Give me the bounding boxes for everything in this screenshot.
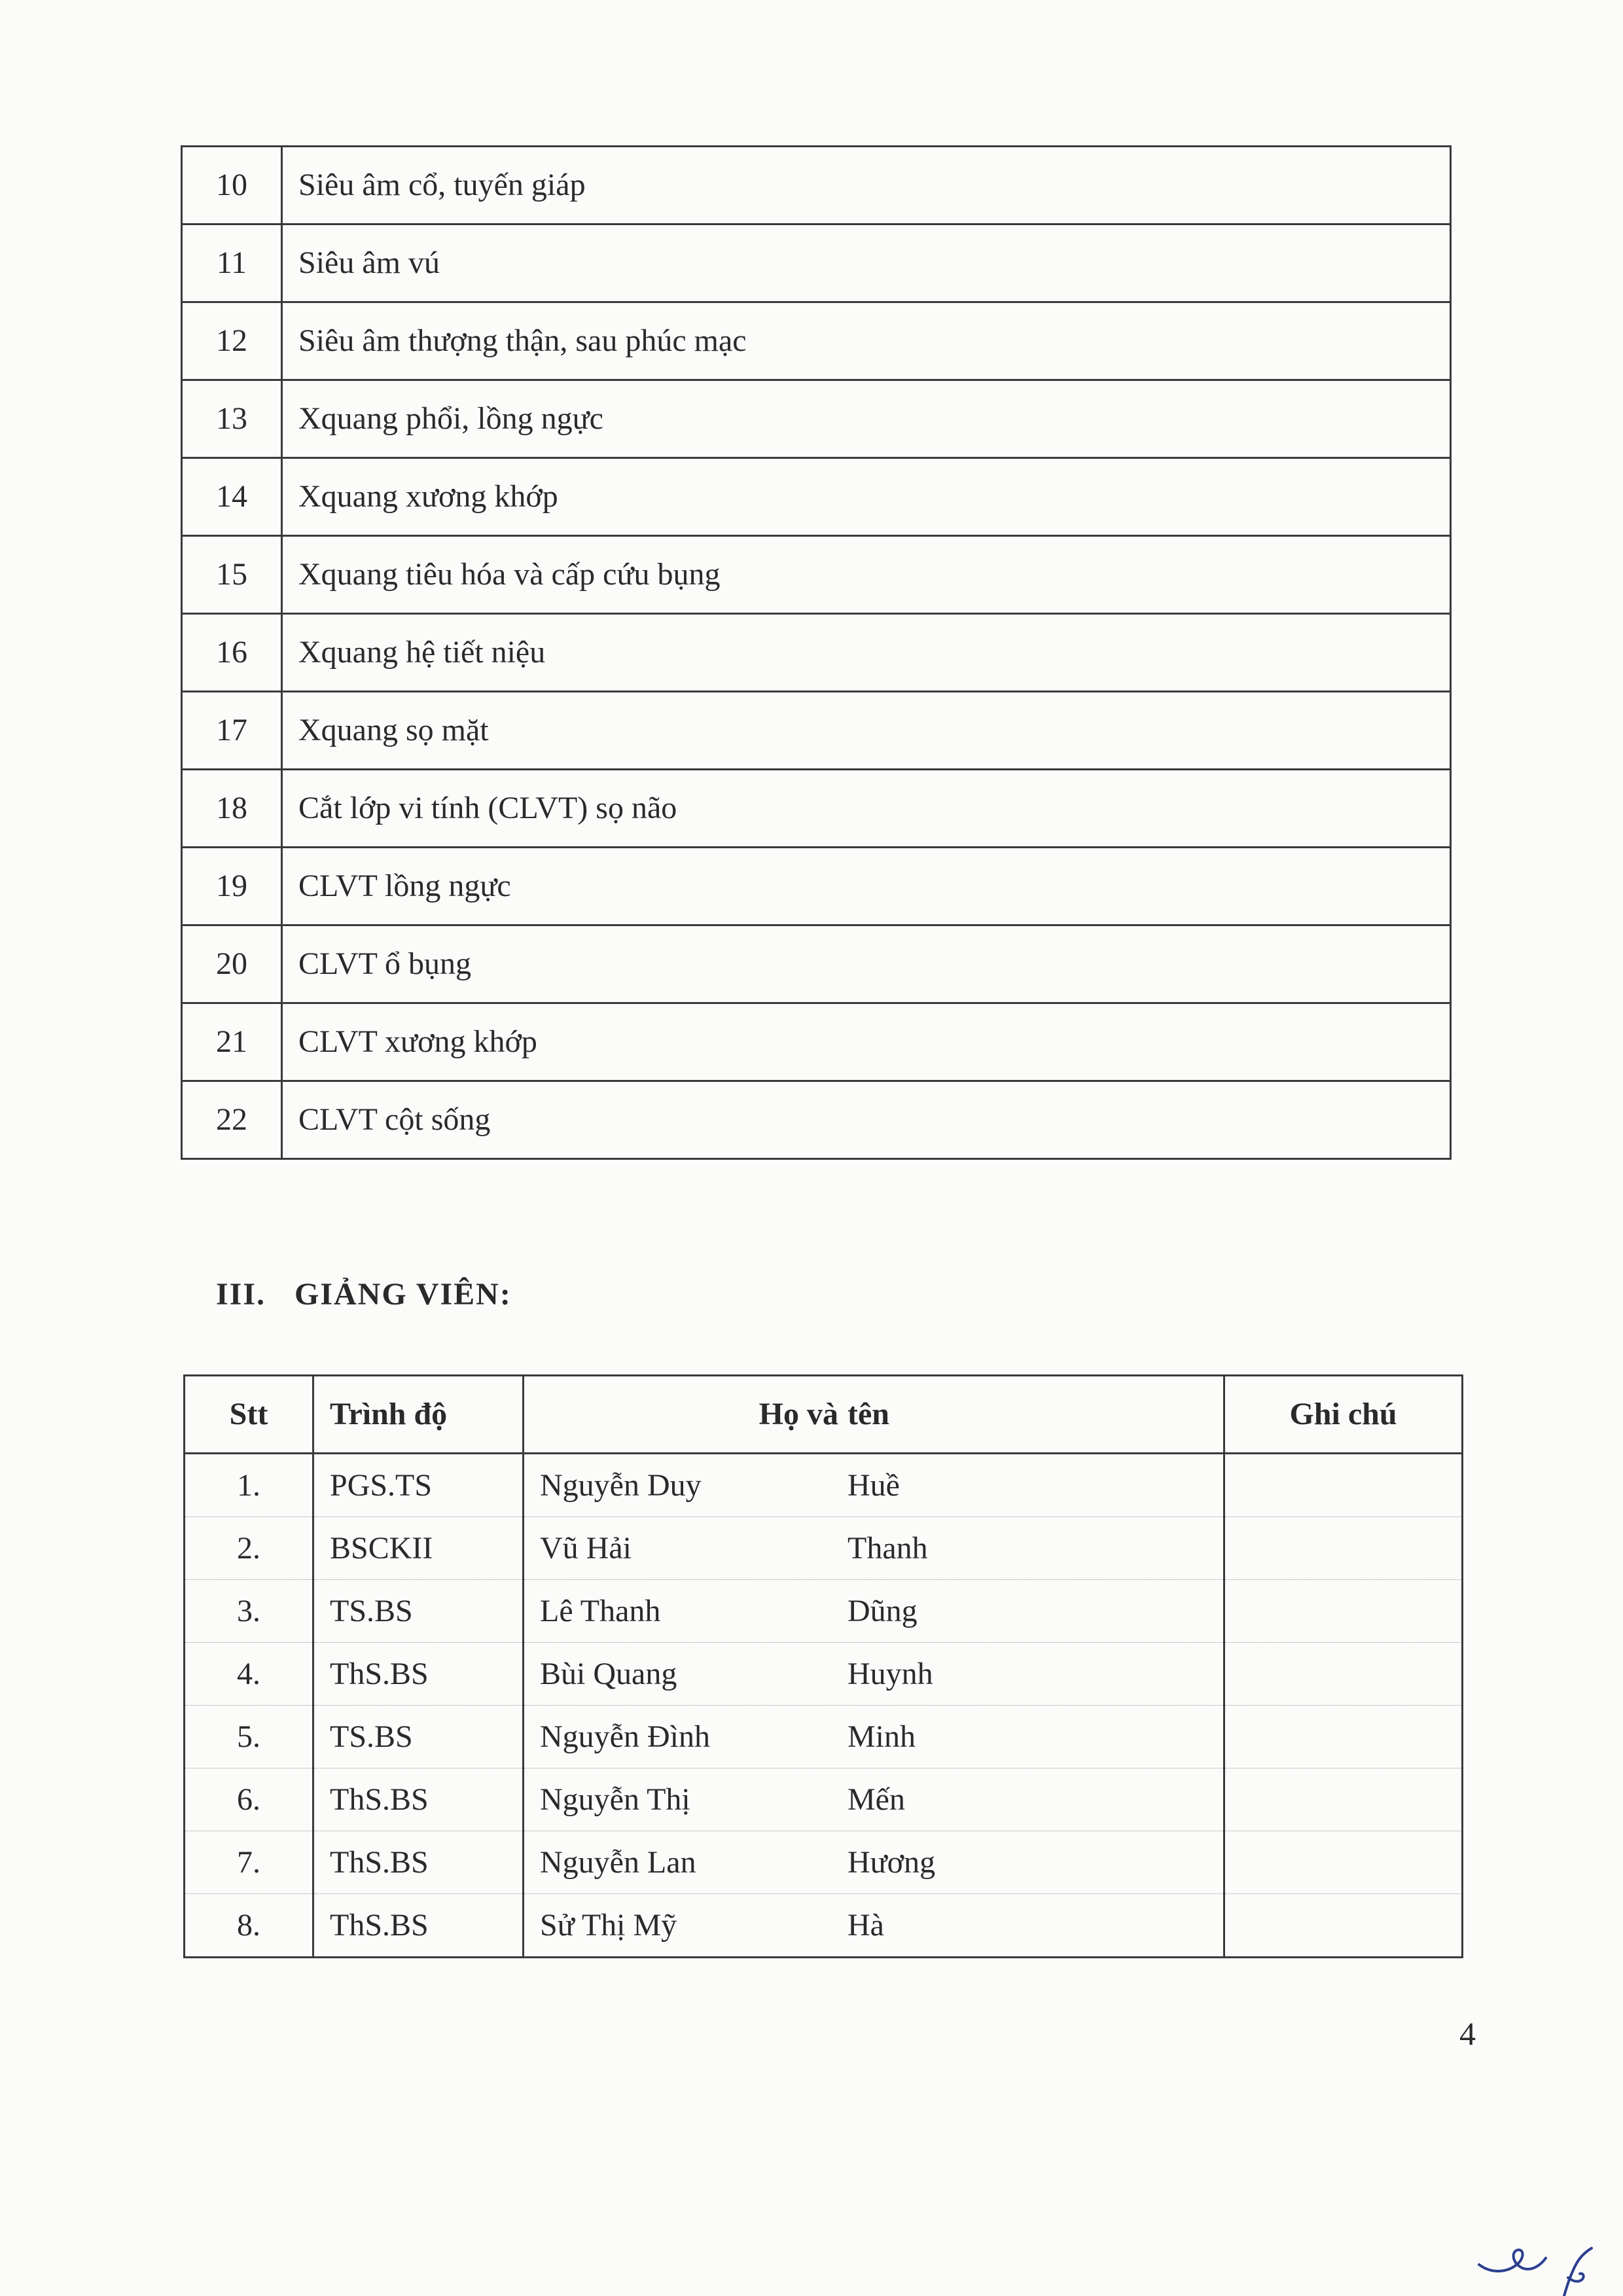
topic-row <box>182 380 1451 458</box>
section-number: III. <box>216 1277 266 1312</box>
header-note: Ghi chú <box>1224 1376 1463 1454</box>
lecturer-stt: 1. <box>185 1454 313 1517</box>
topic-name: Xquang phổi, lồng ngực <box>282 380 1451 458</box>
topic-name: Siêu âm vú <box>282 224 1451 302</box>
lecturer-row <box>185 1517 1463 1580</box>
topic-number: 10 <box>182 147 282 224</box>
topic-row <box>182 1003 1451 1081</box>
header-row <box>185 1376 1463 1454</box>
topic-number: 14 <box>182 458 282 536</box>
lecturer-given-name: Hương <box>847 1844 936 1880</box>
topic-name: Xquang tiêu hóa và cấp cứu bụng <box>282 536 1451 614</box>
topic-name: Xquang xương khớp <box>282 458 1451 536</box>
lecturer-given-name: Minh <box>847 1719 916 1754</box>
lecturer-stt: 7. <box>185 1831 313 1894</box>
lecturer-given-name: Mến <box>847 1782 905 1817</box>
lecturer-given-name: Thanh <box>847 1530 928 1566</box>
lecturer-name <box>524 1517 1224 1580</box>
lecturer-given-name: Hà <box>847 1907 884 1943</box>
lecturer-stt: 2. <box>185 1517 313 1580</box>
topic-name: Cắt lớp vi tính (CLVT) sọ não <box>282 770 1451 848</box>
lecturer-degree: ThS.BS <box>313 1768 524 1831</box>
lecturer-name <box>524 1831 1224 1894</box>
lecturer-surname: Lê Thanh <box>540 1593 661 1628</box>
lecturer-note <box>1224 1643 1463 1706</box>
topic-row <box>182 614 1451 692</box>
lecturer-degree: TS.BS <box>313 1706 524 1768</box>
lecturer-note <box>1224 1454 1463 1517</box>
topic-number: 19 <box>182 848 282 925</box>
topic-row <box>182 770 1451 848</box>
lecturer-name <box>524 1454 1224 1517</box>
lecturers-table-body <box>185 1454 1463 1958</box>
topic-number: 22 <box>182 1081 282 1159</box>
lecturer-degree: PGS.TS <box>313 1454 524 1517</box>
lecturer-surname: Nguyễn Lan <box>540 1844 696 1880</box>
header-name <box>524 1376 1224 1454</box>
topic-name: CLVT cột sống <box>282 1081 1451 1159</box>
topic-number: 17 <box>182 692 282 770</box>
lecturer-degree: ThS.BS <box>313 1643 524 1706</box>
lecturer-stt: 6. <box>185 1768 313 1831</box>
topic-number: 11 <box>182 224 282 302</box>
topic-name: Xquang hệ tiết niệu <box>282 614 1451 692</box>
lecturer-row <box>185 1706 1463 1768</box>
lecturer-row <box>185 1454 1463 1517</box>
lecturer-given-name: Huynh <box>847 1656 933 1691</box>
lecturer-name <box>524 1580 1224 1643</box>
lecturers-table <box>183 1374 1463 1958</box>
lecturer-degree: TS.BS <box>313 1580 524 1643</box>
topic-row <box>182 536 1451 614</box>
lecturer-note <box>1224 1768 1463 1831</box>
topic-name: Xquang sọ mặt <box>282 692 1451 770</box>
header-stt: Stt <box>185 1376 313 1454</box>
lecturer-degree: BSCKII <box>313 1517 524 1580</box>
topic-number: 20 <box>182 925 282 1003</box>
topic-row <box>182 224 1451 302</box>
topic-row <box>182 147 1451 224</box>
topic-number: 13 <box>182 380 282 458</box>
lecturer-note <box>1224 1894 1463 1958</box>
lecturer-surname: Bùi Quang <box>540 1656 677 1691</box>
lecturer-surname: Nguyễn Duy <box>540 1467 702 1503</box>
lecturer-stt: 8. <box>185 1894 313 1958</box>
lecturer-note <box>1224 1517 1463 1580</box>
topic-name: CLVT ổ bụng <box>282 925 1451 1003</box>
topic-row <box>182 692 1451 770</box>
lecturer-note <box>1224 1831 1463 1894</box>
topic-name: CLVT xương khớp <box>282 1003 1451 1081</box>
topic-name: CLVT lồng ngực <box>282 848 1451 925</box>
lecturer-degree: ThS.BS <box>313 1894 524 1958</box>
topic-number: 15 <box>182 536 282 614</box>
lecturers-table-header <box>185 1376 1463 1454</box>
lecturer-given-name: Dũng <box>847 1593 918 1628</box>
lecturer-row <box>185 1831 1463 1894</box>
header-degree: Trình độ <box>313 1376 524 1454</box>
topic-name: Siêu âm cổ, tuyến giáp <box>282 147 1451 224</box>
topics-table <box>181 145 1452 1160</box>
topic-number: 12 <box>182 302 282 380</box>
lecturer-note <box>1224 1580 1463 1643</box>
lecturer-degree: ThS.BS <box>313 1831 524 1894</box>
lecturer-surname: Sử Thị Mỹ <box>540 1907 677 1943</box>
lecturer-row <box>185 1643 1463 1706</box>
lecturer-row <box>185 1768 1463 1831</box>
lecturer-row <box>185 1580 1463 1643</box>
lecturer-stt: 3. <box>185 1580 313 1643</box>
lecturer-surname: Nguyễn Đình <box>540 1719 710 1754</box>
topic-number: 16 <box>182 614 282 692</box>
topic-row <box>182 302 1451 380</box>
handwritten-initials <box>1472 2212 1603 2296</box>
lecturer-surname: Nguyễn Thị <box>540 1782 690 1817</box>
lecturer-surname: Vũ Hải <box>540 1530 632 1566</box>
lecturer-name <box>524 1706 1224 1768</box>
lecturer-note <box>1224 1706 1463 1768</box>
topic-number: 18 <box>182 770 282 848</box>
lecturer-stt: 4. <box>185 1643 313 1706</box>
section-heading <box>216 1276 512 1312</box>
topics-table-body <box>182 147 1451 1159</box>
topic-row <box>182 1081 1451 1159</box>
lecturer-name <box>524 1768 1224 1831</box>
section-title: GIẢNG VIÊN: <box>294 1277 512 1312</box>
header-name-part-b: tên <box>847 1397 889 1431</box>
topic-row <box>182 458 1451 536</box>
page-number: 4 <box>1459 2015 1476 2052</box>
topic-number: 21 <box>182 1003 282 1081</box>
lecturer-stt: 5. <box>185 1706 313 1768</box>
topic-row <box>182 848 1451 925</box>
topic-row <box>182 925 1451 1003</box>
header-name-part-a: Họ và <box>758 1397 838 1431</box>
lecturer-given-name: Huề <box>847 1467 900 1503</box>
topic-name: Siêu âm thượng thận, sau phúc mạc <box>282 302 1451 380</box>
lecturer-name <box>524 1643 1224 1706</box>
lecturer-row <box>185 1894 1463 1958</box>
lecturer-name <box>524 1894 1224 1958</box>
